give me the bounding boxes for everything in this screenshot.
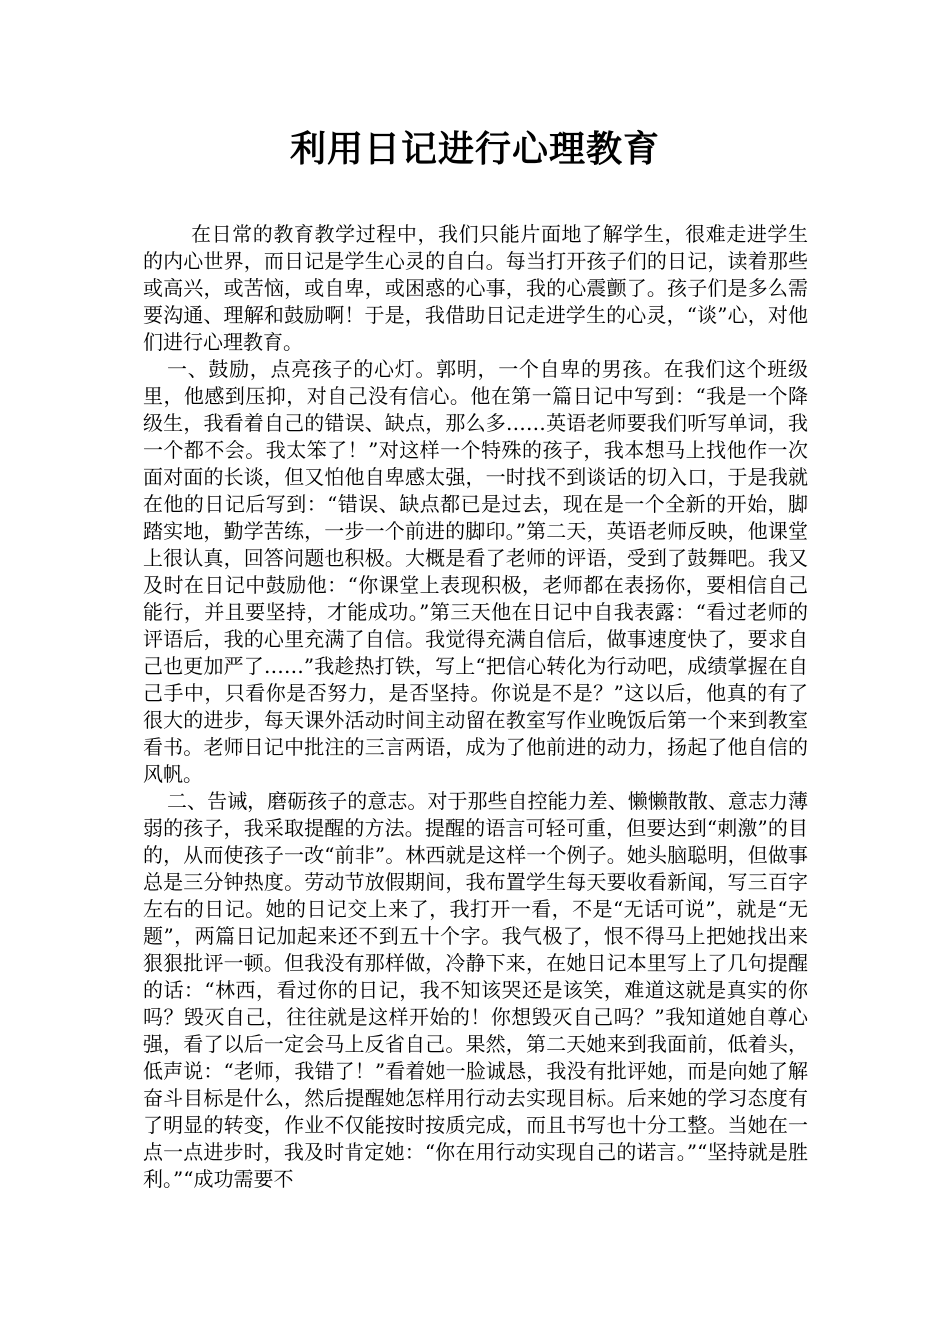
paragraph-section-2: 二、告诫，磨砺孩子的意志。对于那些自控能力差、懒懒散散、意志力薄弱的孩子，我采取提醒的方法。提醒的语言可轻可重，但要达到“刺激”的目的，从而使孩子一改“前非”。林西就是这样一个例子。她头脑聪明，但做事总是三分钟热度。劳动节放假期间，我布置学生每天要收看新闻，写三百字左右的日记。她的日记交上来了，我打开一看，不是“无话可说”，就是“无题”，两篇日记加起来还不到五十个字。我气极了，恨不得马上把她找出来狠狠批评一顿。但我没有那样做，冷静下来，在她日记本里写上了几句提醒的话：“林西，看过你的日记，我不知该哭还是该笑，难道这就是真实的你吗？毁灭自己，往往就是这样开始的！你想毁灭自己吗？”我知道她自尊心强，看了以后一定会马上反省自己。果然，第二天她来到我面前，低着头，低声说：“老师，我错了！”看着她一脸诚恳，我没有批评她，而是向她了解奋斗目标是什么，然后提醒她怎样用行动去实现目标。后来她的学习态度有了明显的转变，作业不仅能按时按质完成，而且书写也十分工整。当她在一点一点进步时，我及时肯定她：“你在用行动实现自己的诺言。”“坚持就是胜利。”“成功需要不: [143, 789, 808, 1191]
paragraph-section-1: 一、鼓励，点亮孩子的心灯。郭明，一个自卑的男孩。在我们这个班级里，他感到压抑，对自己没有信心。他在第一篇日记中写到：“我是一个降级生，我看着自己的错误、缺点，那么多……英语老师要我们听写单词，我一个都不会。我太笨了！”对这样一个特殊的孩子，我本想马上找他作一次面对面的长谈，但又怕他自卑感太强，一时找不到谈话的切入口，于是我就在他的日记后写到：“错误、缺点都已是过去，现在是一个全新的开始，脚踏实地，勤学苦练，一步一个前进的脚印。”第二天，英语老师反映，他课堂上很认真，回答问题也积极。大概是看了老师的评语，受到了鼓舞吧。我又及时在日记中鼓励他：“你课堂上表现积极，老师都在表扬你，要相信自己能行，并且要坚持，才能成功。”第三天他在日记中自我表露：“看过老师的评语后，我的心里充满了自信。我觉得充满自信后，做事速度快了，要求自己也更加严了……”我趁热打铁，写上“把信心转化为行动吧，成绩掌握在自己手中，只看你是否努力，是否坚持。你说是不是？”这以后，他真的有了很大的进步，每天课外活动时间主动留在教室写作业晚饭后第一个来到教室看书。老师日记中批注的三言两语，成为了他前进的动力，扬起了他自信的风帆。: [143, 357, 808, 786]
document-body: [143, 221, 808, 1193]
document-title: 利用日记进行心理教育: [289, 129, 660, 170]
paragraph-intro: 在日常的教育教学过程中，我们只能片面地了解学生，很难走进学生的内心世界，而日记是学生心灵的自白。每当打开孩子们的日记，读着那些或高兴，或苦恼，或自卑，或困惑的心事，我的心震颤了。孩子们是多么需要沟通、理解和鼓励啊！于是，我借助日记走进学生的心灵，“谈”心，对他们进行心理教育。: [143, 222, 808, 354]
